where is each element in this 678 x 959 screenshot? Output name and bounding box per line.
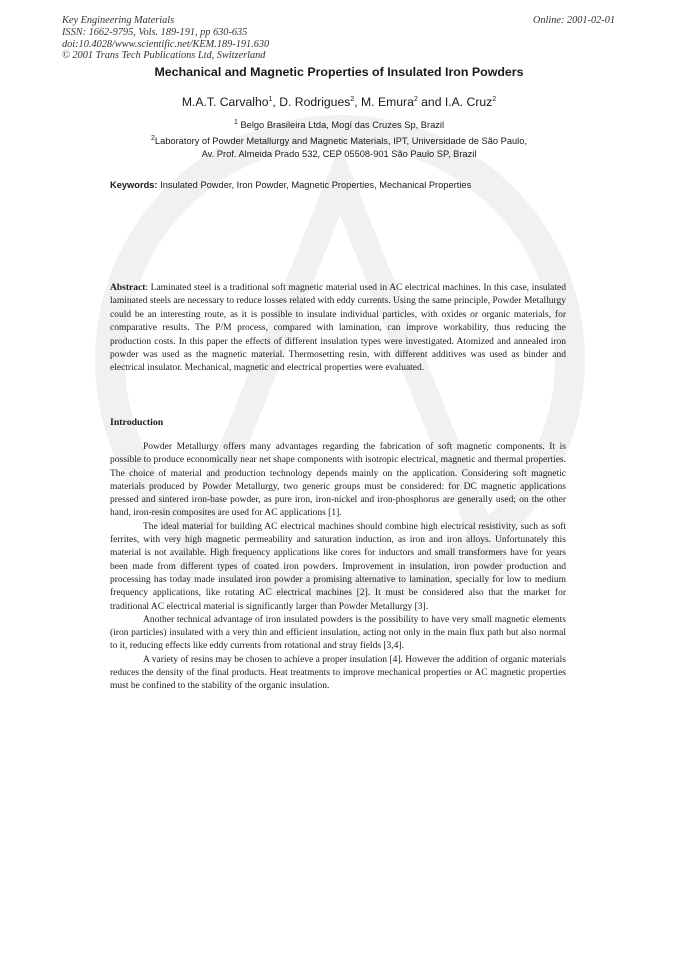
abstract	[110, 282, 566, 376]
author-name: I.A. Cruz	[444, 95, 493, 109]
author-affiliation-mark: 2	[350, 95, 355, 103]
affiliation-mark: 2	[151, 134, 155, 142]
keywords-text: Insulated Powder, Iron Powder, Magnetic Properties, Mechanical Properties	[160, 180, 472, 190]
body-paragraph: A variety of resins may be chosen to achieve a proper insulation [4]. However the addition of organic materials reduces the density of the final products. Heat treatments to improve mechanical properties or AC magnetic properties must be confined to the stability of the organic insulation.	[110, 654, 566, 692]
body-paragraph: Powder Metallurgy offers many advantages regarding the fabrication of soft magnetic components. It is possible to produce economically near net shape components with isotropic electrical, magnetic and thermal properties. The choice of material and production technology depends mainly on the application. Considering soft magnetic materials produced by Powder Metallurgy, two generic groups must be considered: for DC magnetic applications pressed and sintered iron-base powder, as pure iron, iron-nickel and iron-phosphorus are generally used; on the other hand, iron-resin composites are used for AC applications [1].	[110, 442, 566, 519]
abstract-label: Abstract	[110, 283, 146, 293]
author-list	[0, 95, 678, 109]
journal-info	[62, 15, 269, 62]
author-separator: ,	[272, 95, 280, 109]
affiliation-mark: 1	[233, 118, 238, 126]
author-separator: and	[417, 95, 445, 109]
keywords	[110, 180, 471, 190]
author-affiliation-mark: 2	[413, 95, 418, 103]
affiliation-text: Laboratory of Powder Metallurgy and Magnetic Materials, IPT, Universidade de São Paulo,	[154, 136, 527, 146]
issn-line: ISSN: 1662-9795, Vols. 189-191, pp 630-635	[62, 26, 248, 38]
online-date: Online: 2001-02-01	[532, 15, 615, 26]
author-separator: ,	[354, 95, 362, 109]
author-affiliation-mark: 1	[268, 95, 273, 103]
keywords-label: Keywords:	[110, 180, 158, 190]
affiliation-2	[0, 135, 678, 161]
affiliation-text: Belgo Brasileira Ltda, Mogí das Cruzes Sp, Brazil	[240, 120, 445, 130]
author-name: D. Rodrigues	[279, 95, 351, 109]
paper-title: Mechanical and Magnetic Properties of Insulated Iron Powders	[154, 65, 524, 79]
author-name: M. Emura	[361, 95, 414, 109]
introduction-body	[110, 441, 566, 694]
copyright-line: © 2001 Trans Tech Publications Ltd, Switzerland	[62, 50, 266, 62]
affiliation-1	[0, 119, 678, 132]
author-affiliation-mark: 2	[492, 95, 497, 103]
doi-line: doi:10.4028/www.scientific.net/KEM.189-191.630	[62, 38, 270, 50]
body-paragraph: Another technical advantage of iron insulated powders is the possibility to have very small magnetic elements (iron particles) insulated with a very thin and efficient insulation, acting not only in the main flux path but also normal to it, reducing effects like eddy currents from rotational and stray fields [3,4].	[110, 614, 566, 652]
journal-name: Key Engineering Materials	[62, 15, 175, 26]
body-paragraph: The ideal material for building AC electrical machines should combine high electrical resistivity, such as soft ferrites, with very high magnetic permeability and saturation induction, as iron and iron alloys. Unfortunately this material is not available. High frequency applications like cores for inductors and small transformers have for years been made from different types of coated iron powders. Improvement in insulation, iron powder production and processing has today made insulated iron powder a promising alternative to lamination, specially for low to medium frequency applications, like rotating AC electrical machines [2]. It must be considered also that the market for traditional AC electrical material is significantly larger than Powder Metallurgy [3].	[110, 521, 566, 612]
author-name: M.A.T. Carvalho	[181, 95, 269, 109]
affiliation-address: Av. Prof. Almeida Prado 532, CEP 05508-901 São Paulo SP, Brazil	[201, 149, 477, 159]
abstract-text: : Laminated steel is a traditional soft magnetic material used in AC electrical machines. In this case, insulated laminated steels are necessary to reduce losses related with eddy currents. Using the same principle, Powder Metallurgy could be an interesting route, as it is possible to insulate individual particles, with oxides or organic materials, for comparative results. The P/M process, compared with lamination, can improve workability, thus reducing the production costs. In this paper the effects of different insulation types were investigated. Atomized and annealed iron powder was used as the magnetic material. Thermosetting resin, with different additives was used as binder and electrical insulator. Mechanical, magnetic and electrical properties were evaluated.	[110, 283, 566, 374]
introduction-heading: Introduction	[110, 417, 164, 428]
